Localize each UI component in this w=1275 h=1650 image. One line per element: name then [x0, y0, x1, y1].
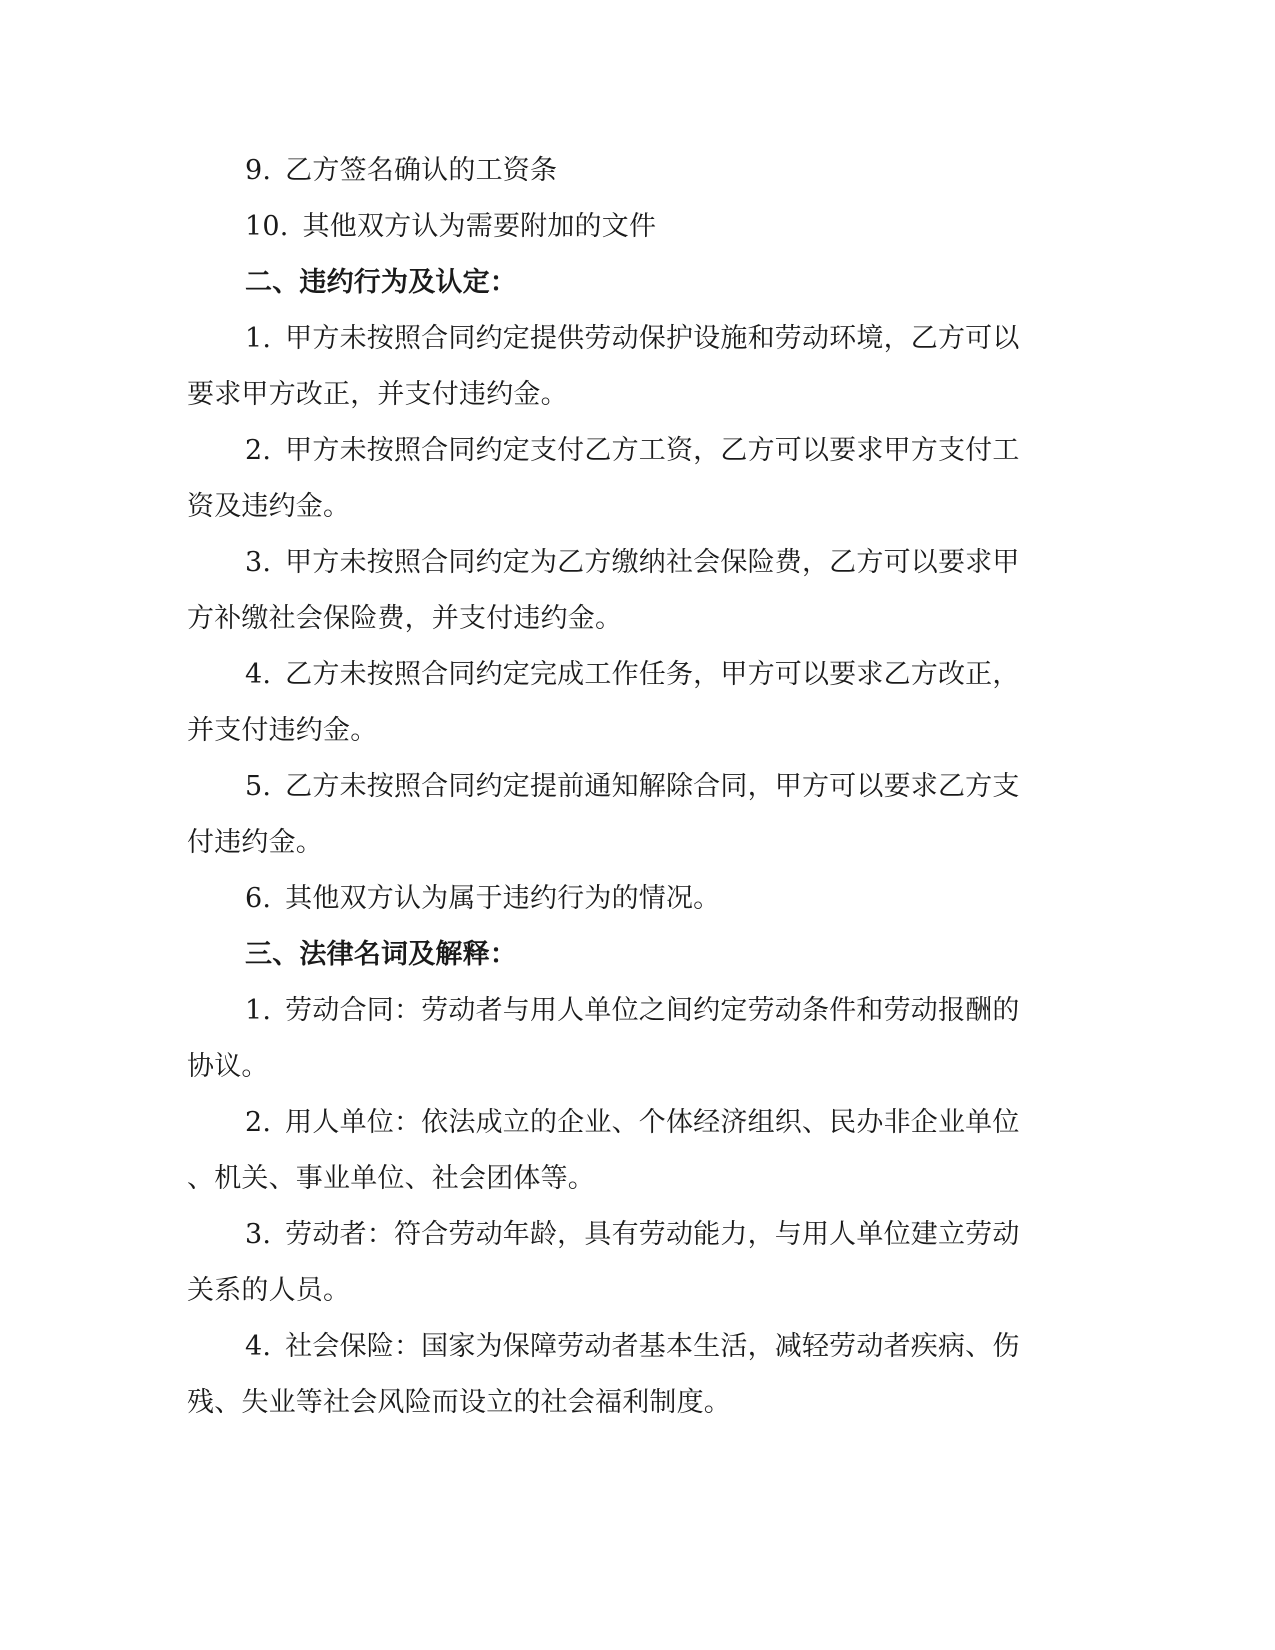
list-item: [187, 143, 1077, 199]
list-item: [187, 1319, 1077, 1375]
item-number: 2.: [245, 1107, 272, 1138]
item-number: 4.: [245, 1331, 272, 1362]
continuation-line: 关系的人员。: [187, 1275, 351, 1306]
continuation-line: 资及违约金。: [187, 491, 351, 522]
item-text: 乙方未按照合同约定提前通知解除合同，甲方可以要求乙方支: [285, 771, 1020, 802]
continuation-line: 方补缴社会保险费，并支付违约金。: [187, 603, 623, 634]
item-text: 甲方未按照合同约定支付乙方工资，乙方可以要求甲方支付工: [285, 435, 1020, 466]
list-item: [187, 311, 1077, 367]
list-item: [187, 1207, 1077, 1263]
list-item: [187, 983, 1077, 1039]
item-text: 劳动合同：劳动者与用人单位之间约定劳动条件和劳动报酬的: [285, 995, 1020, 1026]
item-text: 用人单位：依法成立的企业、个体经济组织、民办非企业单位: [285, 1107, 1020, 1138]
item-number: 4.: [245, 659, 272, 690]
list-item: [187, 647, 1077, 703]
item-number: 5.: [245, 771, 272, 802]
continuation-line: 、机关、事业单位、社会团体等。: [187, 1163, 595, 1194]
item-number: 3.: [245, 547, 272, 578]
item-number: 9.: [245, 155, 272, 186]
continuation-line: 协议。: [187, 1051, 269, 1082]
item-number: 2.: [245, 435, 272, 466]
item-text: 劳动者：符合劳动年龄，具有劳动能力，与用人单位建立劳动: [285, 1219, 1020, 1250]
item-text: 其他双方认为属于违约行为的情况。: [285, 883, 721, 914]
list-item: [187, 1095, 1077, 1151]
continuation-line: 要求甲方改正，并支付违约金。: [187, 379, 568, 410]
item-text: 甲方未按照合同约定提供劳动保护设施和劳动环境，乙方可以: [285, 323, 1020, 354]
section-heading-violations: 二、违约行为及认定：: [245, 267, 517, 298]
continuation-line: 残、失业等社会风险而设立的社会福利制度。: [187, 1387, 731, 1418]
item-text: 其他双方认为需要附加的文件: [302, 211, 657, 242]
item-text: 乙方签名确认的工资条: [285, 155, 558, 186]
section-heading-legal-terms: 三、法律名词及解释：: [245, 939, 517, 970]
item-number: 1.: [245, 323, 272, 354]
continuation-line: 付违约金。: [187, 827, 323, 858]
item-number: 1.: [245, 995, 272, 1026]
list-item: [187, 535, 1077, 591]
list-item: [187, 423, 1077, 479]
list-item: [187, 199, 1077, 255]
document-body: [187, 143, 1077, 1431]
item-text: 社会保险：国家为保障劳动者基本生活，减轻劳动者疾病、伤: [285, 1331, 1020, 1362]
item-number: 6.: [245, 883, 272, 914]
item-number: 10.: [245, 211, 289, 242]
item-number: 3.: [245, 1219, 272, 1250]
continuation-line: 并支付违约金。: [187, 715, 378, 746]
item-text: 乙方未按照合同约定完成工作任务，甲方可以要求乙方改正，: [285, 659, 1020, 690]
item-text: 甲方未按照合同约定为乙方缴纳社会保险费，乙方可以要求甲: [285, 547, 1020, 578]
list-item: [187, 759, 1077, 815]
list-item: [187, 871, 1077, 927]
